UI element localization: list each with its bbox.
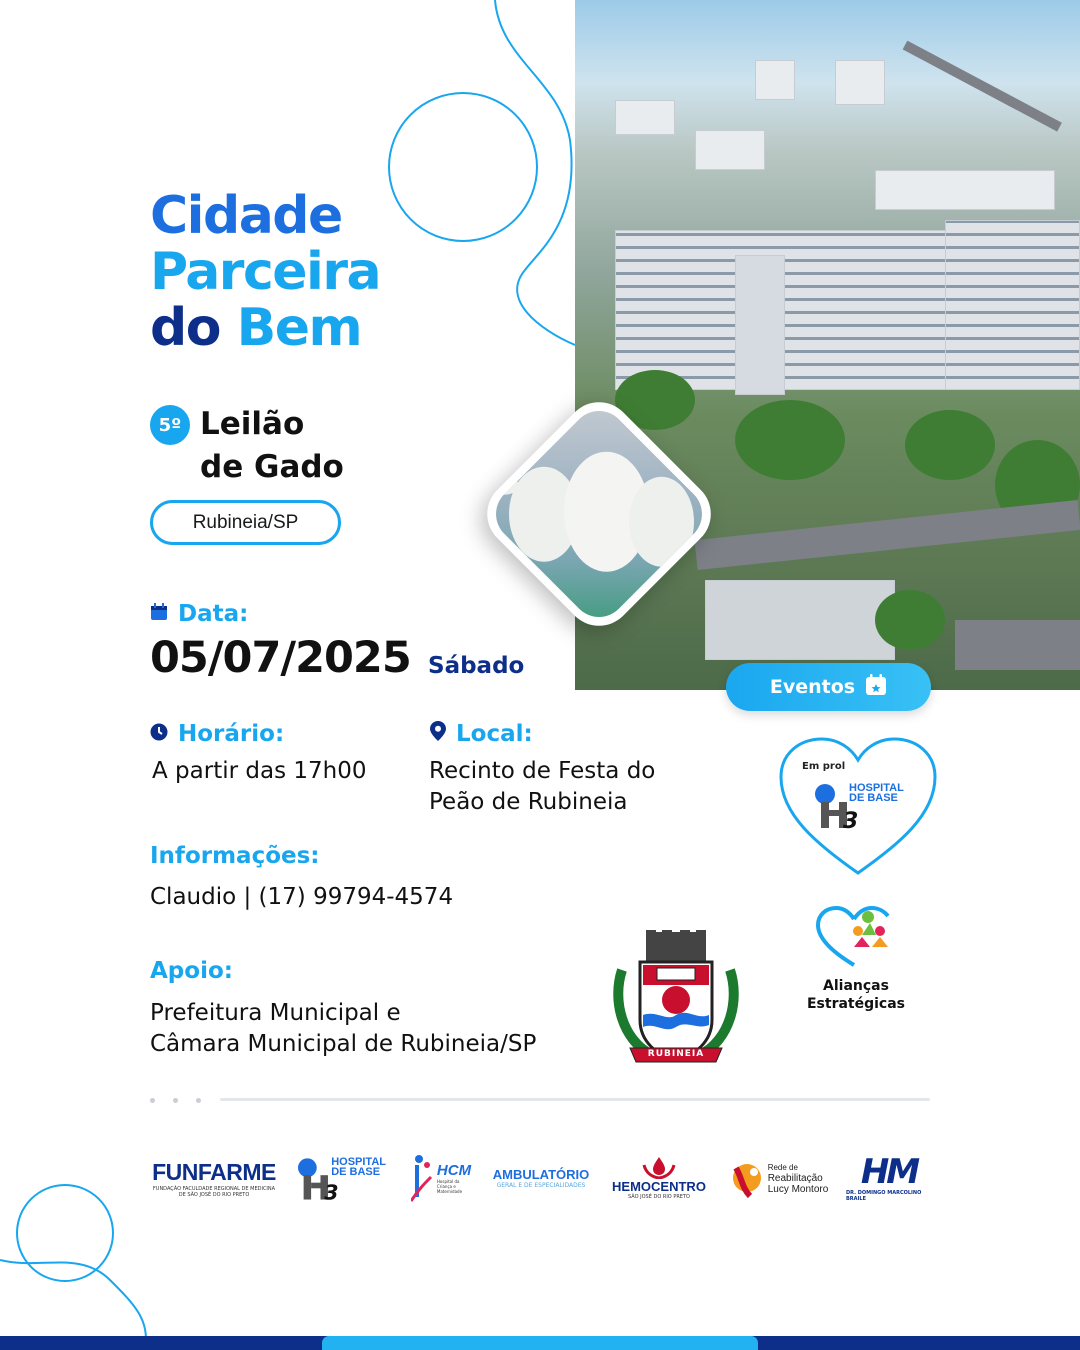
date-label-text: Data: (178, 601, 249, 627)
heart-people-icon (814, 905, 898, 969)
event-name-line2: de Gado (200, 449, 344, 485)
hemocentro-drop-icon (642, 1157, 676, 1179)
info-value: Claudio | (17) 99794-4574 (150, 884, 454, 910)
location-line1: Recinto de Festa do (429, 758, 656, 784)
lucy-montoro-icon (732, 1158, 762, 1198)
time-label-text: Horário: (178, 721, 285, 747)
ambulatorio-sub: GERAL E DE ESPECIALIDADES (496, 1182, 586, 1189)
support-label: Apoio: (150, 958, 233, 984)
hb-icon (815, 780, 859, 830)
ambulatorio-name: AMBULATÓRIO (492, 1167, 590, 1182)
eventos-label: Eventos (769, 676, 856, 698)
eventos-button[interactable] (726, 663, 931, 711)
event-weekday: Sábado (428, 653, 525, 679)
city-pill: Rubineia/SP (150, 500, 341, 545)
title-line1: Cidade (150, 186, 342, 246)
location-label (430, 721, 533, 747)
hcm-sub: Hospital da Criança e Maternidade (436, 1179, 463, 1194)
location-line2: Peão de Rubineia (429, 789, 628, 815)
divider-dot (173, 1098, 178, 1103)
rubineia-crest (612, 930, 740, 1070)
hb-line2: DE BASE (849, 792, 898, 804)
footer-accent (322, 1336, 758, 1350)
divider-line (220, 1098, 930, 1101)
support-value (150, 998, 536, 1060)
svg-text:3: 3 (843, 809, 859, 830)
aliancas-line2: Estratégicas (806, 996, 906, 1012)
hb-line1: HOSPITAL (849, 782, 904, 794)
hb-partner-line2: DE BASE (331, 1166, 381, 1178)
funfarme-sub: FUNDAÇÃO FACULDADE REGIONAL DE MEDICINA DE SÃO JOSÉ DO RIO PRETO (152, 1185, 276, 1198)
location-value (429, 756, 655, 818)
crest-text: RUBINEIA (647, 1049, 705, 1059)
edition-badge: 5º (150, 405, 190, 445)
aliancas-line1: Alianças (823, 978, 889, 994)
lucy-line3: Lucy Montoro (767, 1183, 829, 1195)
event-name-line1: Leilão (200, 406, 305, 442)
ambulatorio-logo (492, 1150, 590, 1206)
title-line2: Parceira (150, 242, 381, 302)
hm-logo (846, 1150, 932, 1206)
support-line1: Prefeitura Municipal e (150, 1000, 401, 1026)
title-line3b: Bem (236, 298, 362, 358)
location-label-text: Local: (456, 721, 533, 747)
hcm-logo (408, 1150, 474, 1206)
page-title (150, 188, 380, 356)
lucy-montoro-logo (730, 1150, 830, 1206)
hb-partner-line1: HOSPITAL (331, 1156, 386, 1168)
hemocentro-sub: SÃO JOSÉ DO RIO PRETO (628, 1193, 690, 1200)
map-pin-icon (430, 721, 446, 747)
time-label (150, 721, 284, 747)
event-name (200, 403, 344, 489)
hm-name: HM (860, 1152, 918, 1192)
cattle-photo (470, 385, 728, 643)
hemocentro-name: HEMOCENTRO (612, 1178, 706, 1194)
calendar-star-icon (865, 674, 887, 701)
divider-dot (196, 1098, 201, 1103)
hm-sub: DR. DOMINGO MARCOLINO BRAILE (846, 1190, 922, 1202)
lucy-line1: Rede de (767, 1162, 798, 1172)
hcm-name: HCM (436, 1162, 472, 1179)
hcm-figure-icon (411, 1153, 433, 1203)
divider-dot (150, 1098, 155, 1103)
support-line2: Câmara Municipal de Rubineia/SP (150, 1031, 537, 1057)
calendar-icon (150, 601, 168, 627)
title-line3a: do (150, 298, 220, 358)
hospital-de-base-logo (815, 780, 904, 830)
lucy-line2: Reabilitação (767, 1172, 823, 1184)
funfarme-name: FUNFARME (152, 1158, 276, 1185)
clock-icon (150, 721, 168, 747)
event-date: 05/07/2025 (150, 633, 411, 683)
hospital-de-base-partner-logo (298, 1150, 386, 1206)
aliancas-estrategicas-logo (800, 905, 912, 1013)
funfarme-logo (150, 1150, 278, 1206)
svg-text:3: 3 (324, 1180, 339, 1204)
em-prol-label: Em prol (802, 761, 846, 772)
time-value: A partir das 17h00 (152, 758, 367, 784)
info-label: Informações: (150, 843, 320, 869)
hemocentro-logo (610, 1150, 708, 1206)
date-label (150, 601, 248, 627)
